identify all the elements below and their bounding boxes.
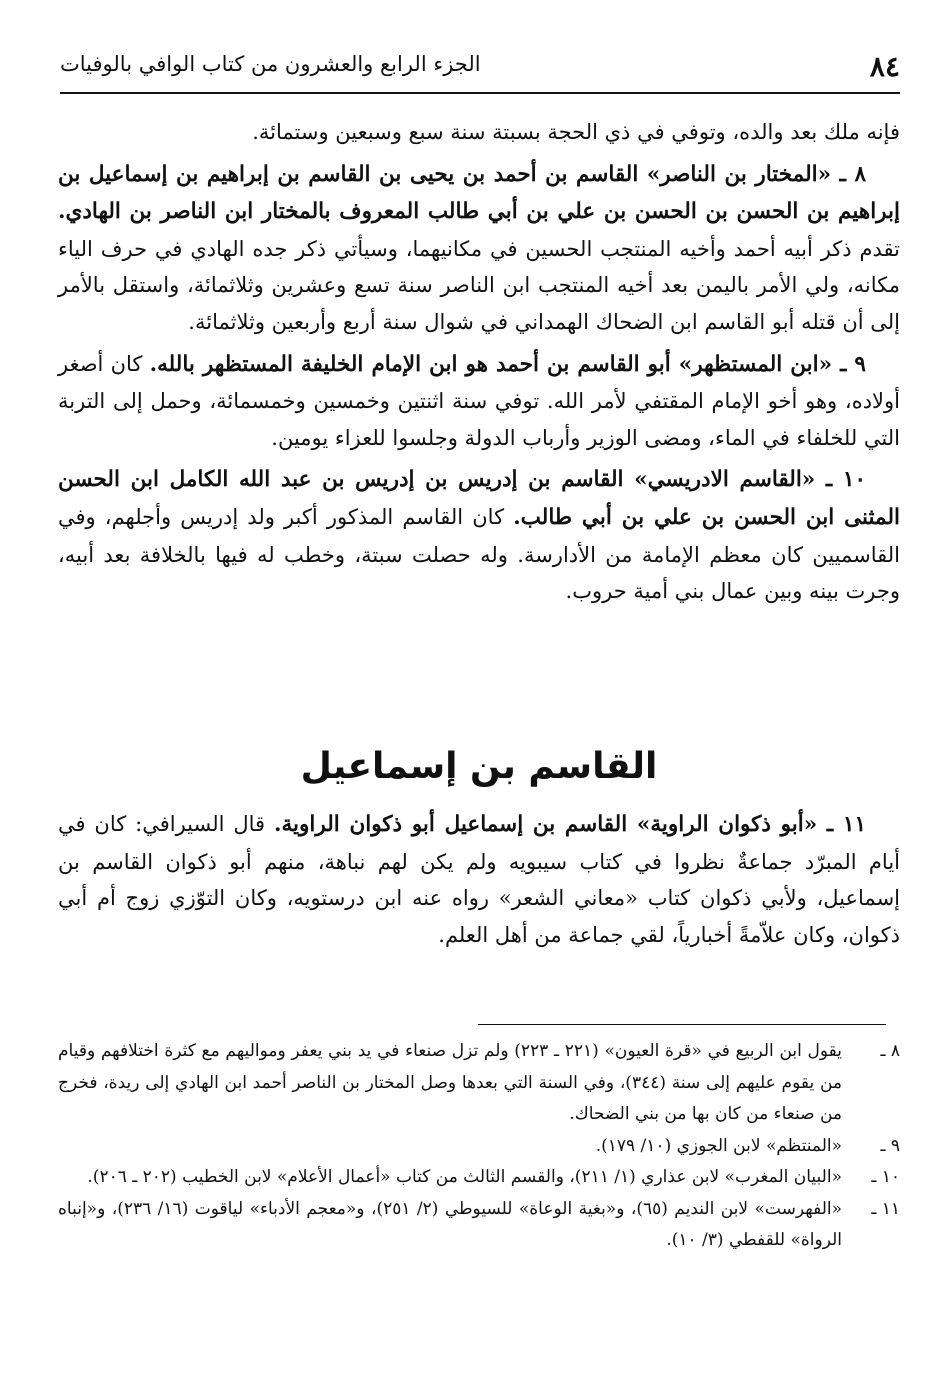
entry-10-body: كان القاسم المذكور أكبر ولد إدريس وأجلهم، وفي القاسميين كان معظم الإمامة من الأدارسة. وله حصلت سبتة، وخطب له فيها بالخلافة بعد أبيه، وجرت بينه وبين عمال بني أمية حروب. <box>58 504 900 604</box>
footnote-9 <box>58 1131 900 1163</box>
page-number: ٨٤ <box>869 50 900 83</box>
footnote-number: ٩ ـ <box>880 1135 900 1156</box>
entry-9-body: كان أصغر أولاده، وهو أخو الإمام المقتفي لأمر الله. توفي سنة اثنتين وخمسين وخمسمائة، وحمل إلى التربة التي للخلفاء في الماء، ومضى الوزير وأرباب الدولة وجلسوا للعزاء يومين. <box>58 351 900 450</box>
footnote-11 <box>58 1194 900 1257</box>
entry-10 <box>58 461 900 609</box>
footnote-number: ١١ ـ <box>871 1198 900 1219</box>
footnote-text: «الفهرست» لابن النديم (٦٥)، و«بغية الوعاة» للسيوطي (٢/ ٢٥١)، و«معجم الأدباء» لياقوت (١٦/ ٢٣٦)، و«إنباه الرواة» للقفطي (٣/ ١٠). <box>58 1198 842 1250</box>
footnote-rule <box>478 1024 886 1025</box>
entry-8-body: تقدم ذكر أبيه أحمد وأخيه المنتجب الحسين في مكانيهما، وسيأتي ذكر جده الهادي في حرف الياء مكانه، ولي الأمر باليمن بعد أخيه المنتجب ابن الناصر سنة تسع وعشرين وثلاثمائة، واستقل بالأمر إلى أن قتله أبو القاسم ابن الضحاك الهمداني في شوال سنة أربع وأربعين وثلاثمائة. <box>58 236 900 334</box>
main-text <box>58 114 900 615</box>
footnote-10 <box>58 1162 900 1194</box>
running-header <box>60 44 900 88</box>
entry-11 <box>58 806 900 953</box>
header-rule <box>60 92 900 94</box>
entry-11-body: قال السيرافي: كان في أيام المبرّد جماعةٌ نظروا في كتاب سيبويه ولم يكن لهم نباهة، منهم أبو ذكوان القاسم بن إسماعيل، ولأبي ذكوان كتاب «معاني الشعر» رواه عنه ابن درستويه، وكان التوّزي زوج أم أبي ذكوان، وكان علاّمةً أخبارياً، لقي جماعة من أهل العلم. <box>58 812 900 947</box>
running-title: الجزء الرابع والعشرون من كتاب الوافي بالوفيات <box>60 52 481 76</box>
continuation-paragraph <box>58 114 900 151</box>
main-text-section <box>58 806 900 958</box>
footnote-8 <box>58 1036 900 1131</box>
footnote-number: ١٠ ـ <box>871 1167 900 1187</box>
footnote-text: يقول ابن الربيع في «قرة العيون» (٢٢١ ـ ٢٢٣) ولم تزل صنعاء في يد بني يعفر ومواليهم مع كثرة اختلافهم وقيام من يقوم عليهم إلى سنة (٣٤٤)، وفي السنة التي بعدها وصل المختار بن الناصر أحمد ابن الهادي إلى ريدة، فخرج من صنعاء من كان بها من بني الضحاك. <box>58 1041 843 1124</box>
entry-11-heading: ١١ ـ «أبو ذكوان الراوية» القاسم بن إسماعيل أبو ذكوان الراوية. <box>274 812 866 837</box>
entry-8-heading: ٨ ـ «المختار بن الناصر» القاسم بن أحمد بن يحيى بن القاسم بن إبراهيم بن إسماعيل بن إبراهيم بن الحسن بن الحسن بن علي بن أبي طالب المعروف بالمختار ابن الناصر بن الهادي. <box>58 161 900 225</box>
footnote-number: ٨ ـ <box>880 1041 900 1061</box>
continuation-text: فإنه ملك بعد والده، وتوفي في ذي الحجة بسبتة سنة سبع وسبعين وستمائة. <box>252 120 900 144</box>
footnotes <box>58 1036 900 1257</box>
footnote-text: «المنتظم» لابن الجوزي (١٠/ ١٧٩). <box>595 1135 842 1156</box>
entry-8 <box>58 156 900 341</box>
entry-9 <box>58 346 900 457</box>
footnote-text: «البيان المغرب» لابن عذاري (١/ ٢١١)، والقسم الثالث من كتاب «أعمال الأعلام» لابن الخطيب (٢٠٢ ـ ٢٠٦). <box>87 1167 842 1187</box>
section-heading: القاسم بن إسماعيل <box>300 746 658 787</box>
entry-10-heading: ١٠ ـ «القاسم الادريسي» القاسم بن إدريس بن إدريس بن عبد الله الكامل ابن الحسن المثنى ابن الحسن بن علي بن أبي طالب. <box>58 467 900 530</box>
entry-9-heading: ٩ ـ «ابن المستظهر» أبو القاسم بن أحمد هو ابن الإمام الخليفة المستظهر بالله. <box>149 351 866 377</box>
